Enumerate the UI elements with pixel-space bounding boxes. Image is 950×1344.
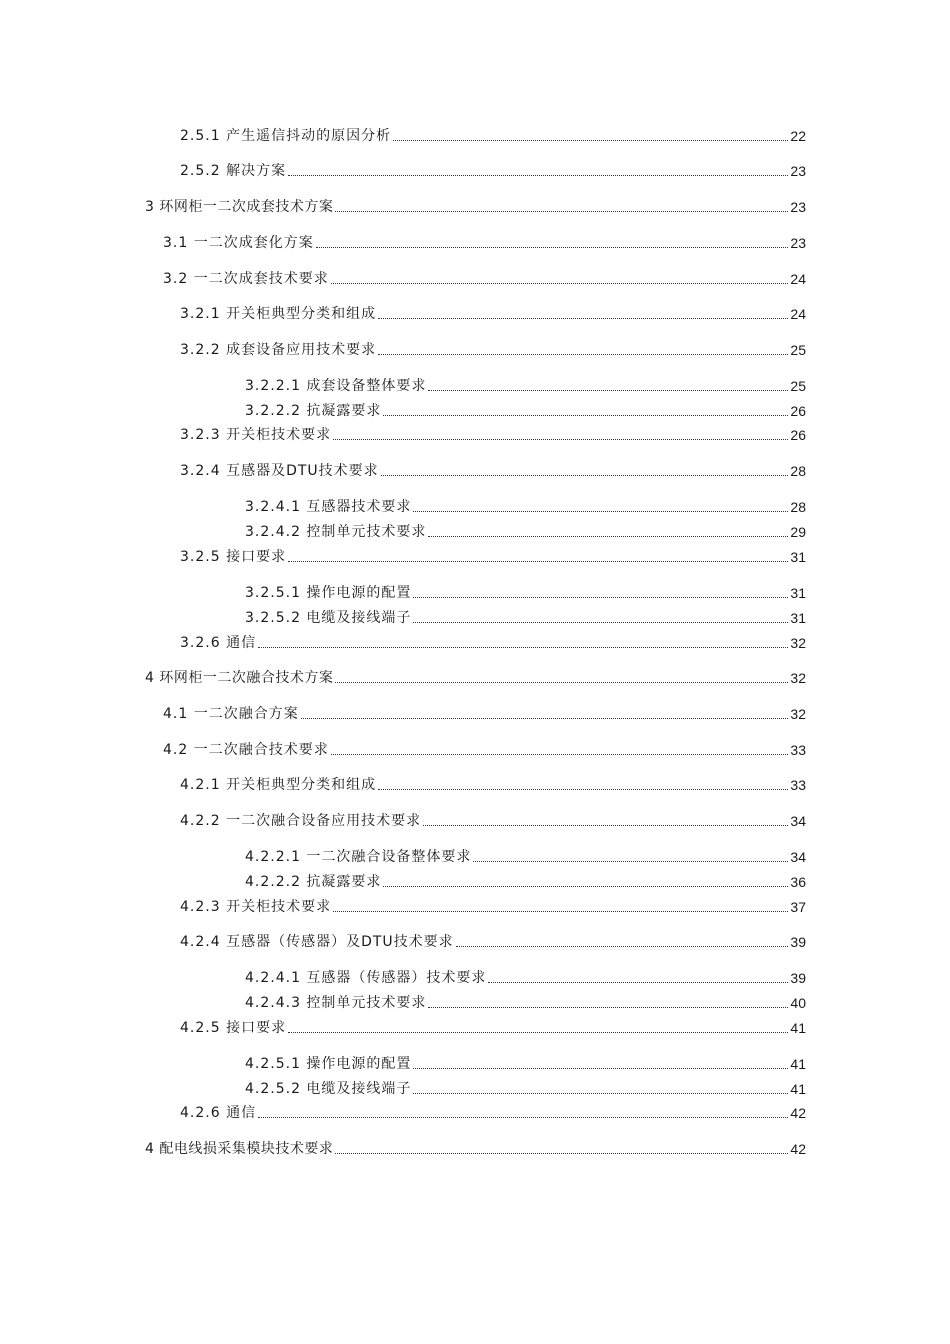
- toc-entry-title: 4.2.5.2 电缆及接线端子: [245, 1081, 412, 1097]
- toc-page-number: 32: [790, 706, 806, 722]
- toc-leader-dots: [331, 282, 789, 284]
- toc-entry[interactable]: [180, 422, 806, 444]
- toc-entry-title: 4.2.5.1 操作电源的配置: [245, 1056, 412, 1072]
- toc-entry-title: 2.5.1 产生遥信抖动的原因分析: [180, 128, 392, 144]
- toc-entry[interactable]: [180, 1100, 806, 1122]
- toc-entry-title: 4.2.4.3 控制单元技术要求: [245, 995, 427, 1011]
- toc-entry-title: 3.2.5.2 电缆及接线端子: [245, 610, 412, 626]
- toc-page-number: 28: [790, 499, 806, 515]
- toc-leader-dots: [335, 210, 788, 212]
- toc-entry[interactable]: [145, 194, 806, 216]
- toc-entry-title: 4 环网柜一二次融合技术方案: [145, 670, 334, 686]
- toc-leader-dots: [473, 860, 788, 862]
- toc-entry[interactable]: [245, 398, 806, 420]
- toc-entry-title: 3.2.5 接口要求: [180, 549, 287, 565]
- toc-entry-title: 4.2.2.2 抗凝露要求: [245, 874, 382, 890]
- toc-entry[interactable]: [180, 808, 806, 830]
- toc-leader-dots: [288, 174, 788, 176]
- toc-leader-dots: [288, 1031, 788, 1033]
- toc-entry-title: 4.2.5 接口要求: [180, 1020, 287, 1036]
- toc-leader-dots: [428, 535, 788, 537]
- toc-leader-dots: [301, 717, 789, 719]
- toc-page-number: 39: [790, 934, 806, 950]
- toc-entry[interactable]: [245, 990, 806, 1012]
- toc-page-number: 41: [790, 1081, 806, 1097]
- toc-entry-title: 2.5.2 解决方案: [180, 163, 287, 179]
- toc-page-number: 37: [790, 899, 806, 915]
- toc-page-number: 25: [790, 342, 806, 358]
- toc-entry[interactable]: [163, 266, 806, 288]
- toc-entry-title: 3 环网柜一二次成套技术方案: [145, 199, 334, 215]
- toc-entry[interactable]: [245, 965, 806, 987]
- toc-page-number: 24: [790, 306, 806, 322]
- toc-entry-title: 4.2.4 互感器（传感器）及DTU技术要求: [180, 934, 454, 950]
- toc-leader-dots: [488, 981, 788, 983]
- toc-entry-title: 3.2.5.1 操作电源的配置: [245, 585, 412, 601]
- toc-leader-dots: [393, 139, 788, 141]
- toc-leader-dots: [383, 414, 788, 416]
- toc-entry[interactable]: [180, 158, 806, 180]
- toc-entry[interactable]: [180, 123, 806, 145]
- toc-entry[interactable]: [180, 929, 806, 951]
- toc-leader-dots: [333, 438, 788, 440]
- toc-entry-title: 3.2.2.1 成套设备整体要求: [245, 378, 427, 394]
- toc-page-number: 26: [790, 403, 806, 419]
- toc-leader-dots: [378, 353, 788, 355]
- toc-leader-dots: [428, 389, 788, 391]
- toc-page-number: 24: [790, 271, 806, 287]
- toc-leader-dots: [413, 596, 788, 598]
- toc-entry[interactable]: [245, 844, 806, 866]
- toc-leader-dots: [333, 910, 788, 912]
- toc-leader-dots: [288, 560, 788, 562]
- toc-page-number: 31: [790, 610, 806, 626]
- toc-leader-dots: [381, 474, 789, 476]
- toc-entry-title: 4.1 一二次融合方案: [163, 706, 299, 722]
- toc-entry[interactable]: [245, 1076, 806, 1098]
- toc-leader-dots: [331, 753, 789, 755]
- toc-page-number: 41: [790, 1056, 806, 1072]
- toc-entry-title: 3.2.4 互感器及DTU技术要求: [180, 463, 379, 479]
- toc-leader-dots: [378, 317, 788, 319]
- toc-entry-title: 4.2.3 开关柜技术要求: [180, 899, 332, 915]
- toc-entry-title: 3.2.2 成套设备应用技术要求: [180, 342, 377, 358]
- toc-entry[interactable]: [180, 458, 806, 480]
- toc-entry[interactable]: [180, 772, 806, 794]
- toc-page-number: 32: [790, 670, 806, 686]
- toc-entry-title: 3.2.1 开关柜典型分类和组成: [180, 306, 377, 322]
- toc-page-number: 32: [790, 635, 806, 651]
- toc-page-number: 42: [790, 1141, 806, 1157]
- toc-entry[interactable]: [180, 301, 806, 323]
- toc-entry-title: 4 配电线损采集模块技术要求: [145, 1141, 334, 1157]
- toc-entry[interactable]: [245, 605, 806, 627]
- toc-page-number: 34: [790, 849, 806, 865]
- toc-leader-dots: [413, 1092, 788, 1094]
- toc-entry[interactable]: [163, 701, 806, 723]
- toc-entry[interactable]: [163, 230, 806, 252]
- toc-page-number: 22: [790, 128, 806, 144]
- toc-leader-dots: [383, 885, 788, 887]
- toc-page-number: 40: [790, 995, 806, 1011]
- toc-page-number: 23: [790, 163, 806, 179]
- toc-leader-dots: [423, 824, 788, 826]
- toc-leader-dots: [378, 788, 788, 790]
- toc-page-number: 25: [790, 378, 806, 394]
- toc-leader-dots: [335, 1152, 788, 1154]
- toc-entry[interactable]: [180, 630, 806, 652]
- toc-entry[interactable]: [163, 737, 806, 759]
- toc-entry-title: 3.2 一二次成套技术要求: [163, 271, 329, 287]
- toc-page-number: 33: [790, 777, 806, 793]
- toc-leader-dots: [316, 246, 789, 248]
- toc-entry[interactable]: [180, 894, 806, 916]
- toc-leader-dots: [413, 621, 788, 623]
- toc-entry-title: 4.2.2 一二次融合设备应用技术要求: [180, 813, 422, 829]
- toc-page-number: 28: [790, 463, 806, 479]
- toc-page-number: 42: [790, 1105, 806, 1121]
- toc-leader-dots: [413, 1067, 788, 1069]
- toc-entry[interactable]: [245, 580, 806, 602]
- toc-page-number: 23: [790, 199, 806, 215]
- toc-entry[interactable]: [180, 337, 806, 359]
- toc-page-number: 36: [790, 874, 806, 890]
- toc-entry-title: 4.2 一二次融合技术要求: [163, 742, 329, 758]
- toc-leader-dots: [456, 945, 789, 947]
- toc-page-number: 29: [790, 524, 806, 540]
- toc-entry[interactable]: [245, 1051, 806, 1073]
- toc-entry-title: 3.1 一二次成套化方案: [163, 235, 314, 251]
- toc-entry-title: 3.2.2.2 抗凝露要求: [245, 403, 382, 419]
- toc-page-number: 39: [790, 970, 806, 986]
- toc-leader-dots: [258, 1116, 788, 1118]
- toc-page-number: 41: [790, 1020, 806, 1036]
- toc-leader-dots: [335, 681, 788, 683]
- toc-entry[interactable]: [245, 519, 806, 541]
- toc-entry[interactable]: [180, 544, 806, 566]
- toc-page-number: 23: [790, 235, 806, 251]
- toc-entry-title: 3.2.4.2 控制单元技术要求: [245, 524, 427, 540]
- toc-page-number: 31: [790, 549, 806, 565]
- toc-leader-dots: [428, 1006, 788, 1008]
- toc-entry-title: 4.2.1 开关柜典型分类和组成: [180, 777, 377, 793]
- toc-entry[interactable]: [180, 1015, 806, 1037]
- toc-entry[interactable]: [145, 1136, 806, 1158]
- toc-entry-title: 4.2.6 通信: [180, 1105, 257, 1121]
- toc-entry-title: 4.2.4.1 互感器（传感器）技术要求: [245, 970, 487, 986]
- toc-entry[interactable]: [245, 869, 806, 891]
- toc-entry-title: 3.2.6 通信: [180, 635, 257, 651]
- toc-page-number: 31: [790, 585, 806, 601]
- toc-entry-title: 4.2.2.1 一二次融合设备整体要求: [245, 849, 472, 865]
- toc-entry-title: 3.2.4.1 互感器技术要求: [245, 499, 412, 515]
- toc-entry[interactable]: [145, 665, 806, 687]
- toc-page-number: 34: [790, 813, 806, 829]
- toc-page-number: 33: [790, 742, 806, 758]
- toc-leader-dots: [413, 510, 788, 512]
- toc-entry-title: 3.2.3 开关柜技术要求: [180, 427, 332, 443]
- toc-entry[interactable]: [245, 494, 806, 516]
- toc-page-number: 26: [790, 427, 806, 443]
- toc-leader-dots: [258, 646, 788, 648]
- toc-entry[interactable]: [245, 373, 806, 395]
